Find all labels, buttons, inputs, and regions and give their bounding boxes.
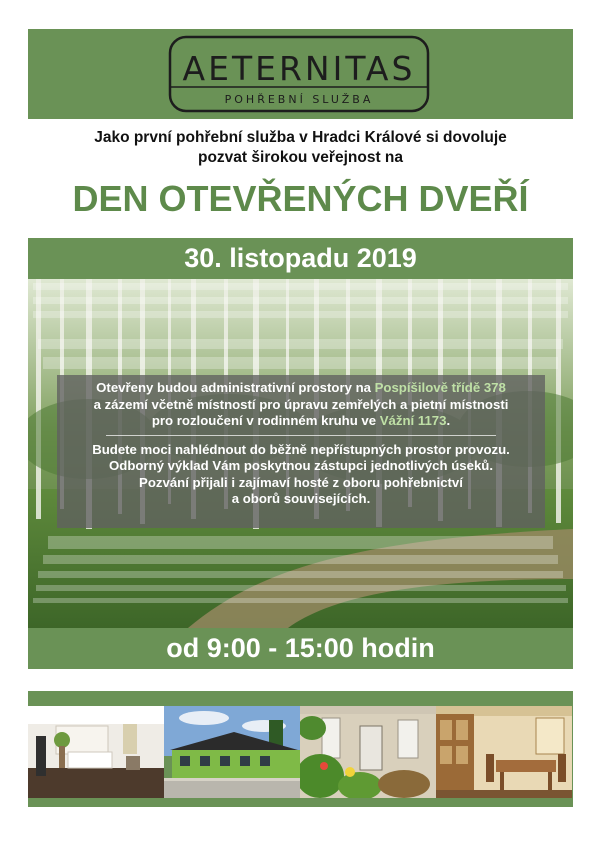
intro-line-2: pozvat širokou veřejnost na [198, 149, 403, 166]
info-text: . [446, 413, 451, 428]
intro-text [20, 128, 581, 168]
logo-wordmark: AETERNITAS [182, 49, 416, 88]
info-line [57, 413, 545, 430]
photo-building-exterior [164, 706, 300, 798]
logo-tagline: POHŘEBNÍ SLUŽBA [224, 93, 374, 106]
event-date: 30. listopadu 2019 [184, 243, 417, 273]
logo-band [28, 29, 573, 119]
info-line: Pozvání přijali i zajímaví hosté z oboru pohřebnictví [139, 474, 463, 490]
info-line: a zázemí včetně místností pro úpravu zemřelých a pietní místnosti [93, 396, 509, 412]
photo-courtyard [300, 706, 436, 798]
opening-hours: od 9:00 - 15:00 hodin [166, 633, 435, 663]
info-text: Otevřeny budou administrativní prostory na [96, 380, 375, 395]
info-line [57, 380, 545, 397]
date-band [28, 238, 573, 279]
info-text: pro rozloučení v rodinném kruhu ve [151, 413, 380, 428]
info-line: Odborný výklad Vám poskytnou zástupci jednotlivých úseků. [109, 458, 493, 473]
info-line: Budete moci nahlédnout do běžně nepřístupných prostor provozu. [92, 441, 510, 457]
intro-line-1: Jako první pohřební služba v Hradci Králové si dovoluje [94, 129, 507, 146]
info-paragraph-2 [57, 442, 545, 508]
address-highlight: Pospíšilově třídě 378 [374, 380, 506, 395]
divider [106, 435, 496, 436]
info-line: a oborů souvisejících. [231, 491, 371, 506]
photo-dining-room [436, 706, 572, 798]
logo [168, 35, 430, 113]
address-highlight: Vážní 1173 [379, 413, 447, 428]
headline: DEN OTEVŘENÝCH DVEŘÍ [72, 178, 529, 219]
photo-ceremony-room [28, 706, 164, 798]
info-box [57, 375, 545, 528]
photo-gallery [28, 706, 573, 798]
info-paragraph-1 [57, 380, 545, 430]
hours-band [28, 628, 573, 669]
